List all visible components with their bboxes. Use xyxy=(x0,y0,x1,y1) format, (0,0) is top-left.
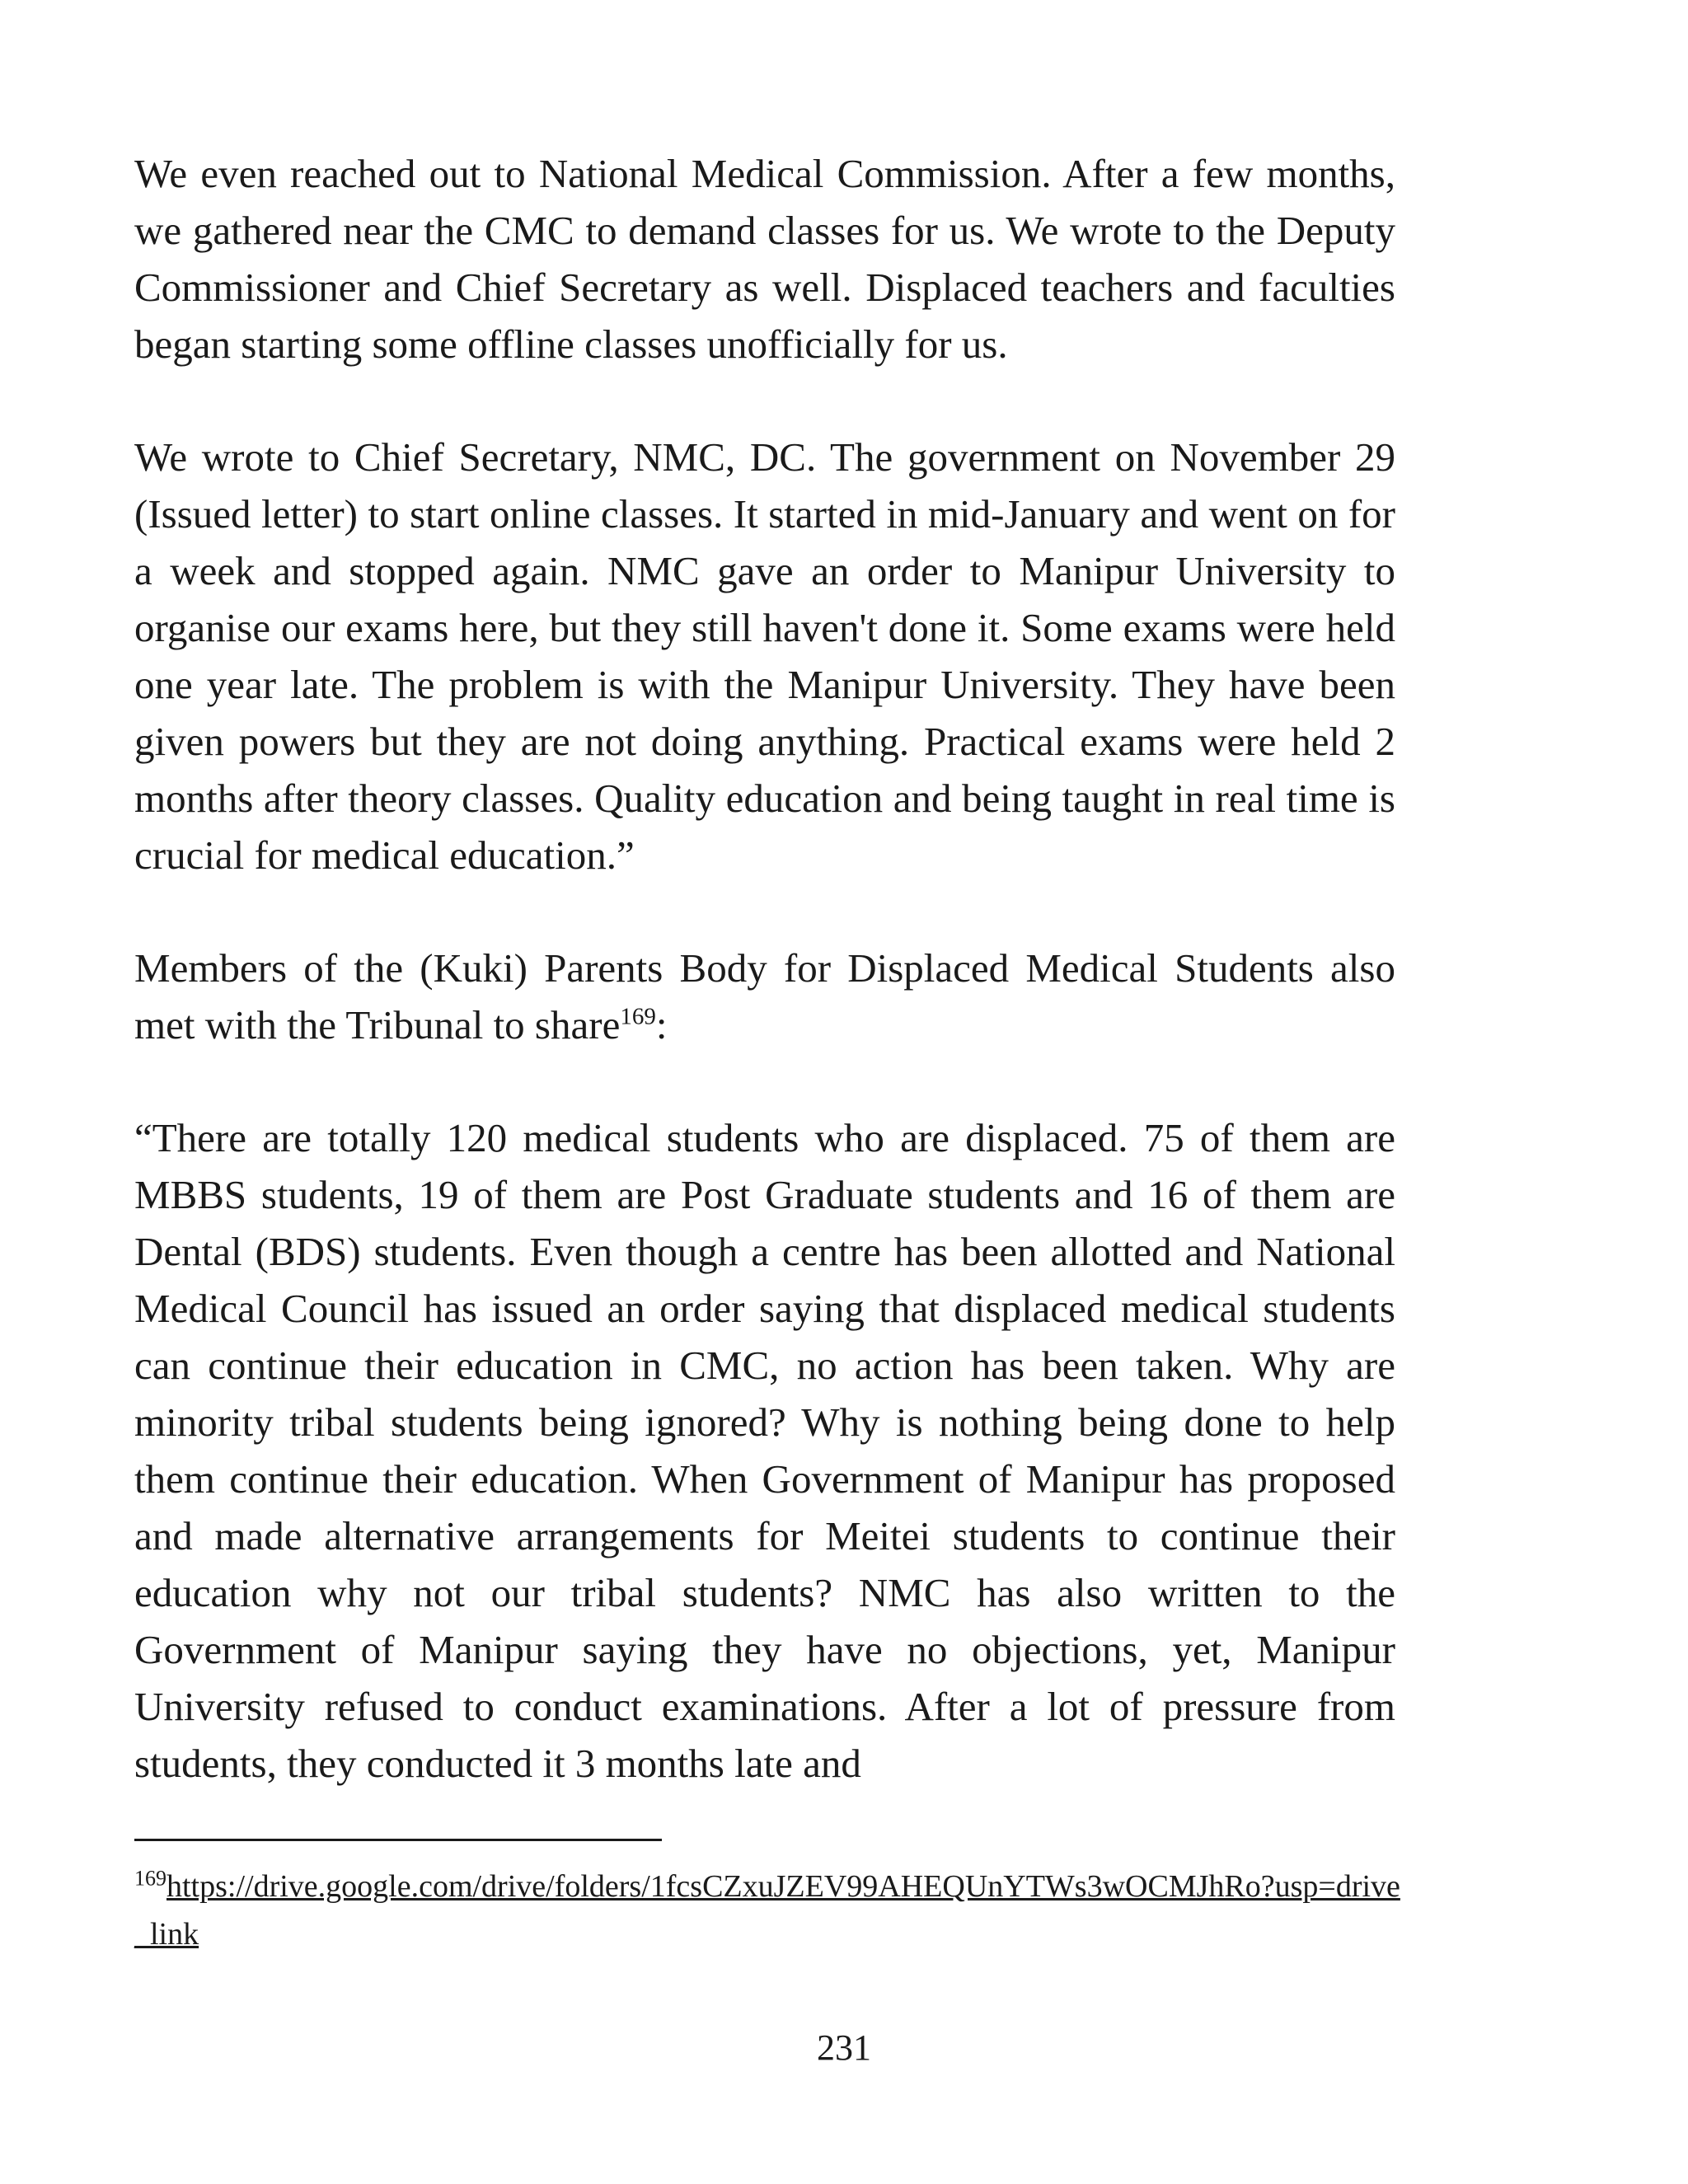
footnote xyxy=(134,1863,1404,1958)
footnote-reference[interactable]: 169 xyxy=(620,1003,656,1030)
page-number: 231 xyxy=(817,2027,871,2068)
paragraph: “There are totally 120 medical students who are displaced. 75 of them are MBBS students, 19 of them are Post Graduate students and 16 of them are Dental (BDS) students. Even though a centre has been allotted and National Medical Council has issued an order saying that displaced medical students can continue their education in CMC, no action has been taken. Why are minority tribal students being ignored? Why is nothing being done to help them continue their education. When Government of Manipur has proposed and made alternative arrangements for Meitei students to continue their education why not our tribal students? NMC has also written to the Government of Manipur saying they have no objections, yet, Manipur University refused to conduct examinations. After a lot of pressure from students, they conducted it 3 months late and xyxy=(134,1115,1395,1786)
paragraph xyxy=(134,940,1395,1053)
body-text xyxy=(134,145,1395,1792)
paragraph: We even reached out to National Medical Commission. After a few months, we gathered near the CMC to demand classes for us. We wrote to the Deputy Commissioner and Chief Secretary as well. Displaced teachers and faculties began starting some offline classes unofficially for us. xyxy=(134,151,1395,367)
paragraph: We wrote to Chief Secretary, NMC, DC. The government on November 29 (Issued letter) to start online classes. It started in mid-January and went on for a week and stopped again. NMC gave an order to Manipur University to organise our exams here, but they still haven't done it. Some exams were held one year late. The problem is with the Manipur University. They have been given powers but they are not doing anything. Practical exams were held 2 months after theory classes. Quality education and being taught in real time is crucial for medical education.” xyxy=(134,434,1395,878)
paragraph-suffix: : xyxy=(655,1002,668,1047)
paragraph-text: Members of the (Kuki) Parents Body for Displaced Medical Students also met with the Tribunal to share xyxy=(134,945,1395,1047)
footnote-divider xyxy=(134,1839,662,1841)
footnote-number: 169 xyxy=(134,1866,166,1891)
footnote-link[interactable]: https://drive.google.com/drive/folders/1fcsCZxuJZEV99AHEQUnYTWs3wOCMJhRo?usp=drive_link xyxy=(134,1869,1400,1952)
